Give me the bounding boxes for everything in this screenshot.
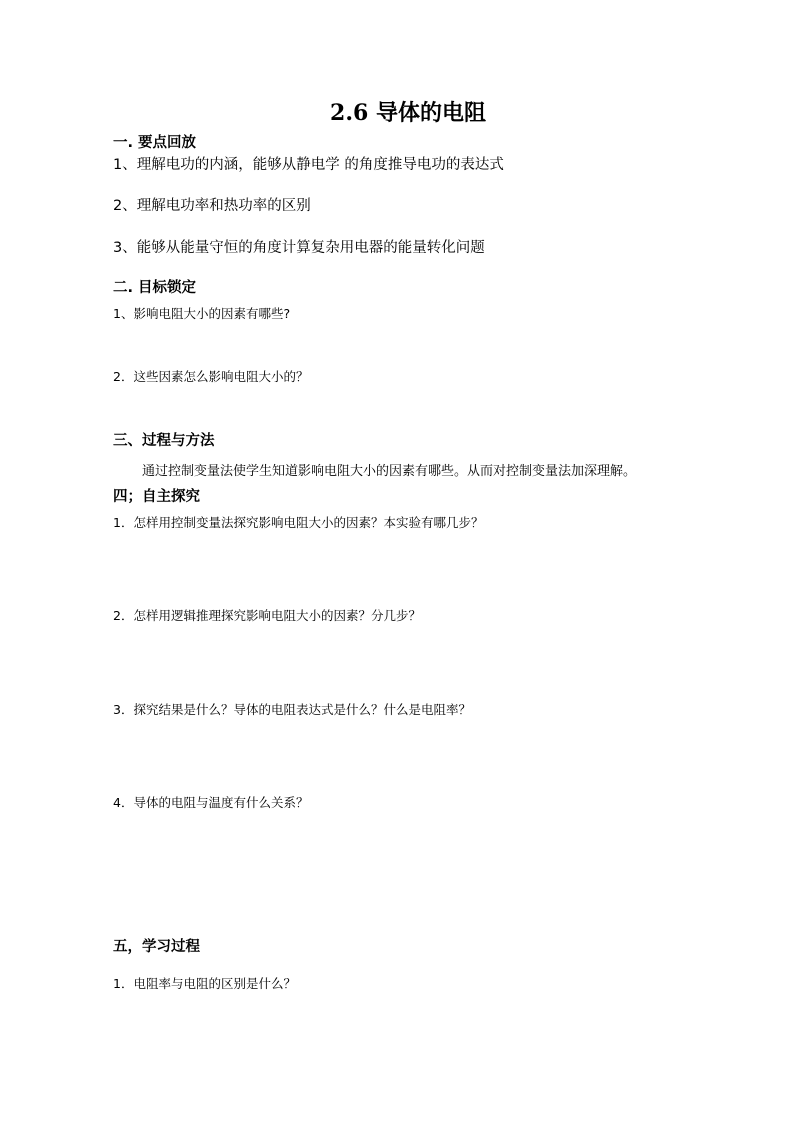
section-heading-methods: 三、过程与方法 <box>113 433 215 449</box>
section-heading-goals: 二. 目标锁定 <box>113 280 197 296</box>
goal-item: 1、影响电阻大小的因素有哪些? <box>113 306 291 321</box>
process-question: 1．电阻率与电阻的区别是什么？ <box>113 976 296 991</box>
section-heading-inquiry: 四；自主探究 <box>113 489 200 505</box>
inquiry-question: 2．怎样用逻辑推理探究影响电阻大小的因素？分几步？ <box>113 608 421 623</box>
goal-item: 2．这些因素怎么影响电阻大小的？ <box>113 369 309 384</box>
methods-paragraph: 通过控制变量法使学生知道影响电阻大小的因素有哪些。从而对控制变量法加深理解。 <box>142 464 637 479</box>
inquiry-question: 1．怎样用控制变量法探究影响电阻大小的因素？本实验有哪几步？ <box>113 515 484 530</box>
section-heading-learning-process: 五，学习过程 <box>113 939 200 955</box>
page-title: 2.6 导体的电阻 <box>330 100 486 126</box>
key-point-item: 2、理解电功率和热功率的区别 <box>113 198 311 214</box>
key-point-item: 3、能够从能量守恒的角度计算复杂用电器的能量转化问题 <box>113 240 485 256</box>
section-heading-key-points: 一. 要点回放 <box>113 135 197 151</box>
inquiry-question: 3．探究结果是什么？导体的电阻表达式是什么？什么是电阻率？ <box>113 702 471 717</box>
inquiry-question: 4．导体的电阻与温度有什么关系？ <box>113 795 309 810</box>
key-point-item: 1、理解电功的内涵，能够从静电学 的角度推导电功的表达式 <box>113 157 504 173</box>
